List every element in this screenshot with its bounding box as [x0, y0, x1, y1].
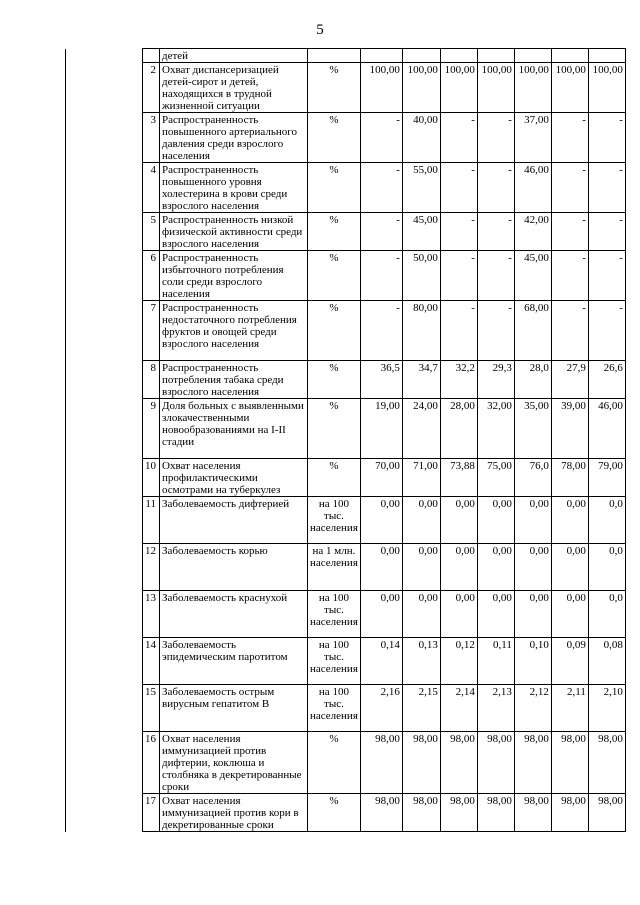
unit-cell: %	[308, 251, 361, 301]
value-cell: 0,00	[551, 497, 588, 544]
value-cell: -	[440, 301, 477, 361]
indicator-name-cell: детей	[160, 49, 308, 63]
row-number-cell: 10	[143, 459, 160, 497]
value-cell: 0,00	[360, 544, 402, 591]
value-cell: 100,00	[402, 63, 440, 113]
value-cell: 36,5	[360, 361, 402, 399]
value-cell: 70,00	[360, 459, 402, 497]
left-blank-cell	[66, 113, 143, 163]
unit-cell: %	[308, 459, 361, 497]
value-cell: -	[477, 163, 514, 213]
left-blank-cell	[66, 732, 143, 794]
row-number-cell: 17	[143, 794, 160, 832]
unit-cell: на 1 млн. населения	[308, 544, 361, 591]
left-blank-cell	[66, 163, 143, 213]
value-cell: 98,00	[477, 794, 514, 832]
value-cell: 2,15	[402, 685, 440, 732]
unit-cell: %	[308, 361, 361, 399]
value-cell: 0,00	[477, 591, 514, 638]
value-cell: 2,16	[360, 685, 402, 732]
left-blank-cell	[66, 497, 143, 544]
value-cell: 19,00	[360, 399, 402, 459]
table-row	[66, 301, 626, 361]
left-blank-cell	[66, 638, 143, 685]
unit-cell: %	[308, 301, 361, 361]
value-cell: 0,14	[360, 638, 402, 685]
value-cell: 0,0	[588, 544, 625, 591]
indicator-name-cell: Заболеваемость эпидемическим паротитом	[160, 638, 308, 685]
left-blank-cell	[66, 49, 143, 63]
row-number-cell: 14	[143, 638, 160, 685]
value-cell: 0,00	[477, 544, 514, 591]
value-cell: 0,00	[440, 497, 477, 544]
value-cell: -	[588, 113, 625, 163]
value-cell: 100,00	[588, 63, 625, 113]
indicator-name-cell: Охват диспансеризацией детей-сирот и детей, находящихся в трудной жизненной ситуации	[160, 63, 308, 113]
left-blank-cell	[66, 251, 143, 301]
value-cell: 50,00	[402, 251, 440, 301]
indicators-table	[65, 48, 626, 832]
value-cell: 0,0	[588, 591, 625, 638]
table-row	[66, 399, 626, 459]
value-cell: 78,00	[551, 459, 588, 497]
row-number-cell: 11	[143, 497, 160, 544]
value-cell: 100,00	[551, 63, 588, 113]
value-cell: -	[551, 301, 588, 361]
value-cell: 98,00	[477, 732, 514, 794]
value-cell: 98,00	[360, 794, 402, 832]
value-cell: 42,00	[514, 213, 551, 251]
value-cell: 55,00	[402, 163, 440, 213]
indicator-name-cell: Заболеваемость острым вирусным гепатитом В	[160, 685, 308, 732]
value-cell: -	[360, 113, 402, 163]
unit-cell: на 100 тыс. населения	[308, 685, 361, 732]
unit-cell: %	[308, 113, 361, 163]
value-cell: 98,00	[588, 794, 625, 832]
value-cell: 75,00	[477, 459, 514, 497]
unit-cell: %	[308, 163, 361, 213]
value-cell: -	[477, 113, 514, 163]
value-cell: 0,09	[551, 638, 588, 685]
value-cell: 0,00	[514, 497, 551, 544]
value-cell: -	[477, 213, 514, 251]
unit-cell: на 100 тыс. населения	[308, 497, 361, 544]
table-row	[66, 685, 626, 732]
row-number-cell: 7	[143, 301, 160, 361]
value-cell: 100,00	[514, 63, 551, 113]
value-cell: 71,00	[402, 459, 440, 497]
value-cell: 2,12	[514, 685, 551, 732]
value-cell: 80,00	[402, 301, 440, 361]
row-number-cell: 12	[143, 544, 160, 591]
value-cell: -	[551, 251, 588, 301]
value-cell: 0,00	[440, 544, 477, 591]
unit-cell: на 100 тыс. населения	[308, 638, 361, 685]
table-row	[66, 213, 626, 251]
table-row	[66, 591, 626, 638]
value-cell: 24,00	[402, 399, 440, 459]
value-cell: 0,00	[551, 544, 588, 591]
row-number-cell: 4	[143, 163, 160, 213]
indicator-name-cell: Охват населения иммунизацией против дифтерии, коклюша и столбняка в декретированные сроки	[160, 732, 308, 794]
indicator-name-cell: Распространенность избыточного потребления соли среди взрослого населения	[160, 251, 308, 301]
indicators-table-wrap	[65, 48, 626, 832]
value-cell: 0,00	[440, 591, 477, 638]
value-cell: 98,00	[440, 732, 477, 794]
indicator-name-cell: Заболеваемость краснухой	[160, 591, 308, 638]
left-blank-cell	[66, 794, 143, 832]
value-cell: -	[477, 251, 514, 301]
indicator-name-cell: Распространенность недостаточного потребления фруктов и овощей среди взрослого населения	[160, 301, 308, 361]
value-cell: 26,6	[588, 361, 625, 399]
value-cell: 0,12	[440, 638, 477, 685]
row-number-cell: 8	[143, 361, 160, 399]
value-cell: 46,00	[588, 399, 625, 459]
value-cell: 98,00	[360, 732, 402, 794]
left-blank-cell	[66, 63, 143, 113]
left-blank-cell	[66, 685, 143, 732]
table-row	[66, 732, 626, 794]
value-cell: 29,3	[477, 361, 514, 399]
value-cell: 32,00	[477, 399, 514, 459]
value-cell: 0,08	[588, 638, 625, 685]
value-cell: 2,13	[477, 685, 514, 732]
value-cell: 98,00	[588, 732, 625, 794]
left-blank-cell	[66, 361, 143, 399]
value-cell: 100,00	[360, 63, 402, 113]
row-number-cell: 13	[143, 591, 160, 638]
value-cell: -	[440, 251, 477, 301]
value-cell: 98,00	[514, 732, 551, 794]
value-cell: 45,00	[402, 213, 440, 251]
unit-cell: %	[308, 794, 361, 832]
row-number-cell: 3	[143, 113, 160, 163]
row-number-cell: 6	[143, 251, 160, 301]
row-number-cell	[143, 49, 160, 63]
value-cell: 39,00	[551, 399, 588, 459]
value-cell: 76,0	[514, 459, 551, 497]
value-cell: 98,00	[440, 794, 477, 832]
left-blank-cell	[66, 399, 143, 459]
table-row-continued	[66, 49, 626, 63]
value-cell: -	[360, 301, 402, 361]
value-cell: -	[588, 251, 625, 301]
value-cell: 79,00	[588, 459, 625, 497]
row-number-cell: 2	[143, 63, 160, 113]
table-row	[66, 63, 626, 113]
left-blank-cell	[66, 459, 143, 497]
unit-cell: на 100 тыс. населения	[308, 591, 361, 638]
value-cell: 0,00	[402, 591, 440, 638]
value-cell: 2,14	[440, 685, 477, 732]
table-row	[66, 459, 626, 497]
value-cell: 100,00	[477, 63, 514, 113]
value-cell: -	[551, 213, 588, 251]
value-cell: 34,7	[402, 361, 440, 399]
value-cell: 0,00	[551, 591, 588, 638]
value-cell: 27,9	[551, 361, 588, 399]
value-cell: -	[588, 163, 625, 213]
indicator-name-cell: Охват населения иммунизацией против кори в декретированные сроки	[160, 794, 308, 832]
value-cell: 98,00	[514, 794, 551, 832]
value-cell: 0,10	[514, 638, 551, 685]
table-row	[66, 361, 626, 399]
value-cell: 32,2	[440, 361, 477, 399]
page-number: 5	[316, 22, 324, 38]
value-cell: 28,00	[440, 399, 477, 459]
table-row	[66, 794, 626, 832]
unit-cell: %	[308, 732, 361, 794]
value-cell: 2,11	[551, 685, 588, 732]
table-row	[66, 544, 626, 591]
value-cell: -	[360, 163, 402, 213]
value-cell: 73,88	[440, 459, 477, 497]
unit-cell: %	[308, 63, 361, 113]
left-blank-cell	[66, 544, 143, 591]
unit-cell: %	[308, 399, 361, 459]
value-cell: -	[360, 213, 402, 251]
table-row	[66, 638, 626, 685]
row-number-cell: 5	[143, 213, 160, 251]
value-cell: 98,00	[402, 794, 440, 832]
indicator-name-cell: Распространенность повышенного уровня холестерина в крови среди взрослого населения	[160, 163, 308, 213]
left-blank-cell	[66, 213, 143, 251]
indicator-name-cell: Распространенность повышенного артериального давления среди взрослого населения	[160, 113, 308, 163]
value-cell: -	[440, 113, 477, 163]
value-cell: -	[477, 301, 514, 361]
value-cell: -	[440, 213, 477, 251]
value-cell: 35,00	[514, 399, 551, 459]
table-row	[66, 497, 626, 544]
value-cell: 0,00	[360, 591, 402, 638]
left-blank-cell	[66, 301, 143, 361]
value-cell: 0,00	[402, 544, 440, 591]
left-blank-cell	[66, 591, 143, 638]
indicator-name-cell: Распространенность потребления табака среди взрослого населения	[160, 361, 308, 399]
value-cell: 0,00	[514, 591, 551, 638]
value-cell: 0,00	[402, 497, 440, 544]
value-cell: -	[440, 163, 477, 213]
value-cell: 0,13	[402, 638, 440, 685]
table-body	[66, 49, 626, 832]
value-cell: 28,0	[514, 361, 551, 399]
row-number-cell: 15	[143, 685, 160, 732]
value-cell: 0,00	[360, 497, 402, 544]
value-cell: 98,00	[551, 732, 588, 794]
unit-cell: %	[308, 213, 361, 251]
value-cell: 0,00	[477, 497, 514, 544]
value-cell: 68,00	[514, 301, 551, 361]
indicator-name-cell: Заболеваемость корью	[160, 544, 308, 591]
value-cell: 0,0	[588, 497, 625, 544]
indicator-name-cell: Распространенность низкой физической активности среди взрослого населения	[160, 213, 308, 251]
indicator-name-cell: Заболеваемость дифтерией	[160, 497, 308, 544]
value-cell: -	[551, 113, 588, 163]
table-row	[66, 163, 626, 213]
value-cell: 45,00	[514, 251, 551, 301]
value-cell: 40,00	[402, 113, 440, 163]
row-number-cell: 9	[143, 399, 160, 459]
value-cell: -	[360, 251, 402, 301]
row-number-cell: 16	[143, 732, 160, 794]
value-cell: -	[551, 163, 588, 213]
value-cell: 0,11	[477, 638, 514, 685]
value-cell: 37,00	[514, 113, 551, 163]
indicator-name-cell: Доля больных с выявленными злокачественными новообразованиями на I-II стадии	[160, 399, 308, 459]
value-cell: 0,00	[514, 544, 551, 591]
value-cell: 46,00	[514, 163, 551, 213]
table-row	[66, 113, 626, 163]
value-cell: -	[588, 213, 625, 251]
table-row	[66, 251, 626, 301]
value-cell: 98,00	[402, 732, 440, 794]
value-cell: 100,00	[440, 63, 477, 113]
value-cell: 98,00	[551, 794, 588, 832]
indicator-name-cell: Охват населения профилактическими осмотрами на туберкулез	[160, 459, 308, 497]
value-cell: 2,10	[588, 685, 625, 732]
value-cell: -	[588, 301, 625, 361]
